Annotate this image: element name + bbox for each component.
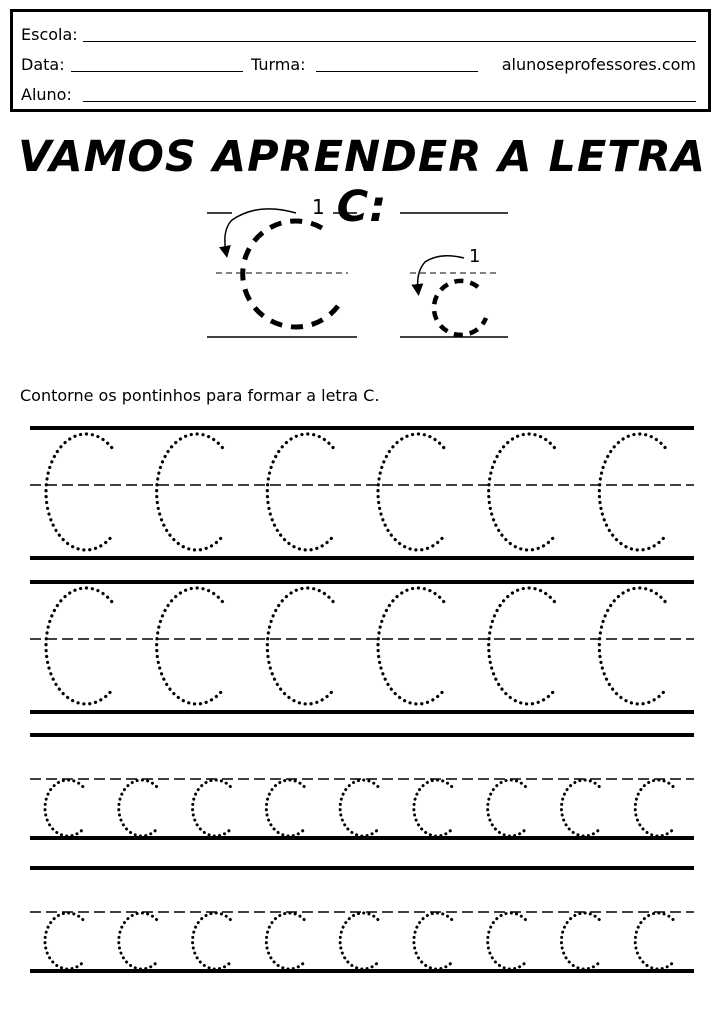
dotted-uppercase-c <box>267 434 333 550</box>
dotted-uppercase-c <box>46 588 112 704</box>
dotted-lowercase-c <box>193 913 231 969</box>
dotted-uppercase-c <box>378 588 444 704</box>
dotted-uppercase-c <box>599 434 665 550</box>
page-title: VAMOS APRENDER A LETRA C: <box>17 132 707 232</box>
dotted-lowercase-c <box>414 913 452 969</box>
class-label: Turma: <box>251 55 306 74</box>
demo-uppercase-c <box>207 195 357 337</box>
dotted-uppercase-c <box>267 588 333 704</box>
demo-stroke-number: 1 <box>469 246 481 267</box>
dotted-lowercase-c <box>266 780 304 836</box>
dotted-uppercase-c <box>489 434 555 550</box>
dotted-lowercase-c <box>561 780 599 836</box>
student-label: Aluno: <box>21 85 72 104</box>
dotted-lowercase-c <box>45 780 83 836</box>
dotted-lowercase-c <box>488 913 526 969</box>
dotted-lowercase-c <box>193 780 231 836</box>
dotted-uppercase-c <box>378 434 444 550</box>
dotted-lowercase-c <box>119 913 157 969</box>
dotted-lowercase-c <box>488 780 526 836</box>
dotted-lowercase-c <box>340 913 378 969</box>
dotted-uppercase-c <box>157 434 223 550</box>
dotted-uppercase-c <box>599 588 665 704</box>
demo-lowercase-c-stroke <box>434 281 486 335</box>
dotted-lowercase-c <box>340 780 378 836</box>
dotted-lowercase-c <box>266 913 304 969</box>
dotted-lowercase-c <box>561 913 599 969</box>
school-label: Escola: <box>21 25 78 44</box>
demo-uppercase-c-stroke <box>243 221 338 327</box>
dotted-lowercase-c <box>119 780 157 836</box>
website-text: alunoseprofessores.com <box>501 55 696 74</box>
dotted-uppercase-c <box>157 588 223 704</box>
dotted-uppercase-c <box>489 588 555 704</box>
practice-area <box>30 428 694 971</box>
demo-stroke-number: 1 <box>312 195 325 219</box>
demo-direction-arrow <box>225 209 296 252</box>
dotted-lowercase-c <box>414 780 452 836</box>
dotted-lowercase-c <box>635 780 673 836</box>
dotted-uppercase-c <box>46 434 112 550</box>
instruction-text: Contorne os pontinhos para formar a letra C. <box>20 386 380 405</box>
demo-lowercase-c <box>400 213 508 337</box>
dotted-lowercase-c <box>45 913 83 969</box>
dotted-lowercase-c <box>635 913 673 969</box>
date-label: Data: <box>21 55 65 74</box>
